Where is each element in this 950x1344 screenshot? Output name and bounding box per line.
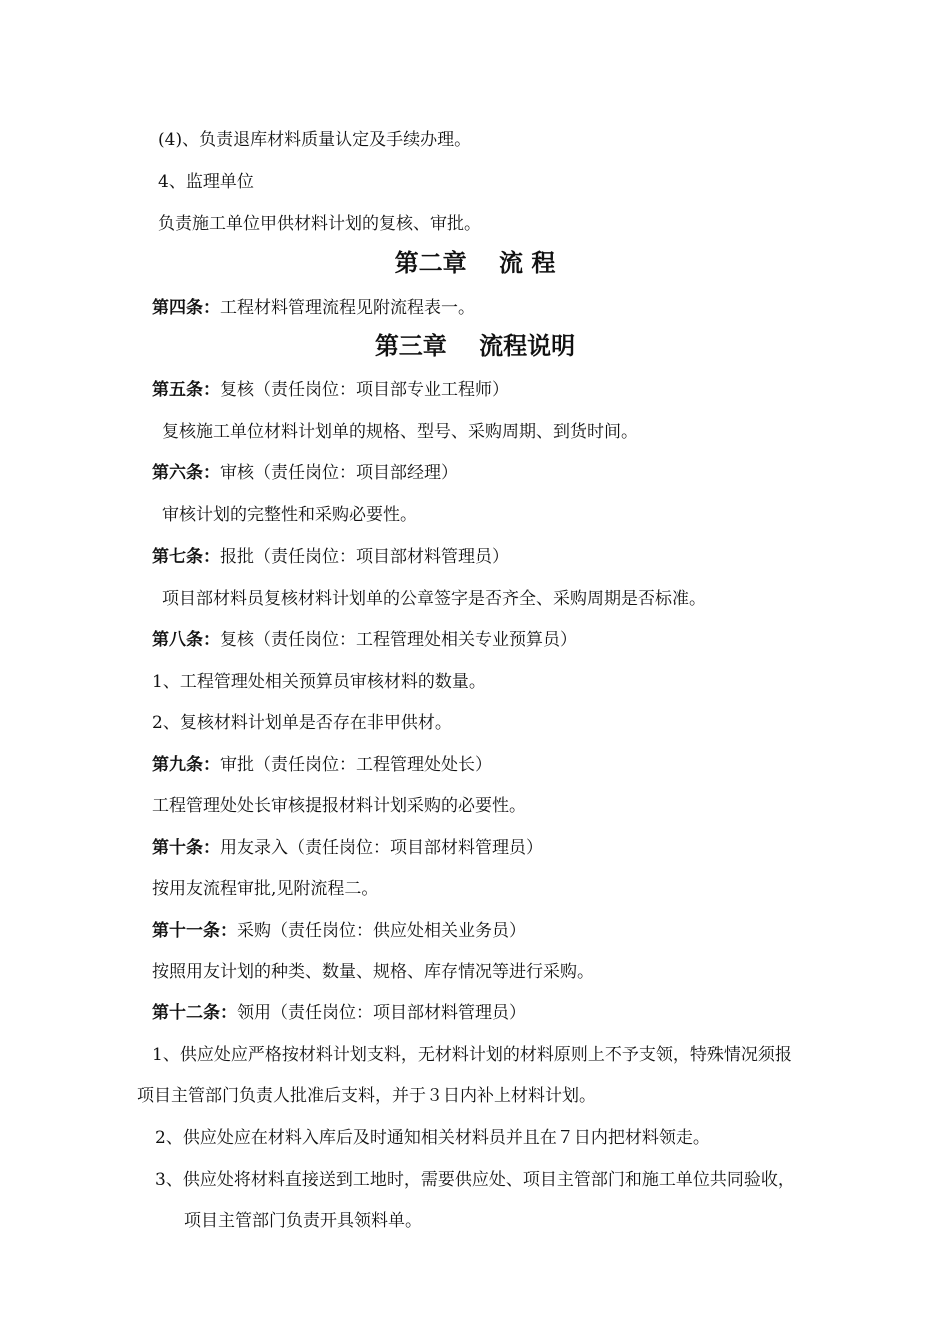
article-9: [152, 753, 492, 777]
article-7-label: 第七条：: [152, 547, 220, 567]
chapter-3-title: 第三章 流程说明: [374, 332, 576, 360]
article-4: [152, 296, 475, 320]
article-11: [152, 919, 526, 943]
article-12-item-1-cont: 项目主管部门负责人批准后支料，并于３日内补上材料计划。: [137, 1086, 596, 1106]
article-11-text: 采购（责任岗位：供应处相关业务员）: [237, 921, 526, 941]
article-11-label: 第十一条：: [152, 921, 237, 941]
article-5-body: 复核施工单位材料计划单的规格、型号、采购周期、到货时间。: [162, 422, 638, 442]
sub-item-4: (4)、负责退库材料质量认定及手续办理。: [158, 130, 472, 150]
article-10: [152, 836, 543, 860]
article-8-item-1: 1、工程管理处相关预算员审核材料的数量。: [152, 672, 486, 692]
article-6: [152, 461, 458, 485]
article-8: [152, 628, 577, 652]
article-12-text: 领用（责任岗位：项目部材料管理员）: [237, 1003, 526, 1023]
article-12-item-1: 1、供应处应严格按材料计划支料，无材料计划的材料原则上不予支领，特殊情况须报: [152, 1045, 792, 1065]
article-9-body: 工程管理处处长审核提报材料计划采购的必要性。: [152, 796, 526, 816]
article-7-body: 项目部材料员复核材料计划单的公章签字是否齐全、采购周期是否标准。: [162, 589, 706, 609]
article-12-label: 第十二条：: [152, 1003, 237, 1023]
article-9-label: 第九条：: [152, 755, 220, 775]
article-4-label: 第四条：: [152, 298, 220, 318]
article-7: [152, 545, 509, 569]
article-7-text: 报批（责任岗位：项目部材料管理员）: [220, 547, 509, 567]
article-12-item-2: 2、供应处应在材料入库后及时通知相关材料员并且在７日内把材料领走。: [155, 1128, 710, 1148]
article-11-body: 按照用友计划的种类、数量、规格、库存情况等进行采购。: [152, 962, 594, 982]
unit-4-title: 4、监理单位: [158, 172, 254, 192]
article-8-text: 复核（责任岗位：工程管理处相关专业预算员）: [220, 630, 577, 650]
article-10-text: 用友录入（责任岗位：项目部材料管理员）: [220, 838, 543, 858]
article-9-text: 审批（责任岗位：工程管理处处长）: [220, 755, 492, 775]
article-6-body: 审核计划的完整性和采购必要性。: [162, 505, 417, 525]
article-12: [152, 1001, 526, 1025]
article-6-text: 审核（责任岗位：项目部经理）: [220, 463, 458, 483]
article-12-item-3-cont: 项目主管部门负责开具领料单。: [184, 1211, 422, 1231]
article-5: [152, 378, 509, 402]
article-12-item-3: 3、供应处将材料直接送到工地时，需要供应处、项目主管部门和施工单位共同验收，: [155, 1170, 795, 1190]
article-4-text: 工程材料管理流程见附流程表一。: [220, 298, 475, 318]
chapter-2-title: 第二章 流 程: [394, 249, 556, 277]
article-5-label: 第五条：: [152, 380, 220, 400]
article-10-body: 按用友流程审批,见附流程二。: [152, 879, 379, 899]
article-8-item-2: 2、复核材料计划单是否存在非甲供材。: [152, 713, 452, 733]
article-5-text: 复核（责任岗位：项目部专业工程师）: [220, 380, 509, 400]
article-10-label: 第十条：: [152, 838, 220, 858]
article-8-label: 第八条：: [152, 630, 220, 650]
article-6-label: 第六条：: [152, 463, 220, 483]
unit-4-text: 负责施工单位甲供材料计划的复核、审批。: [158, 214, 481, 234]
